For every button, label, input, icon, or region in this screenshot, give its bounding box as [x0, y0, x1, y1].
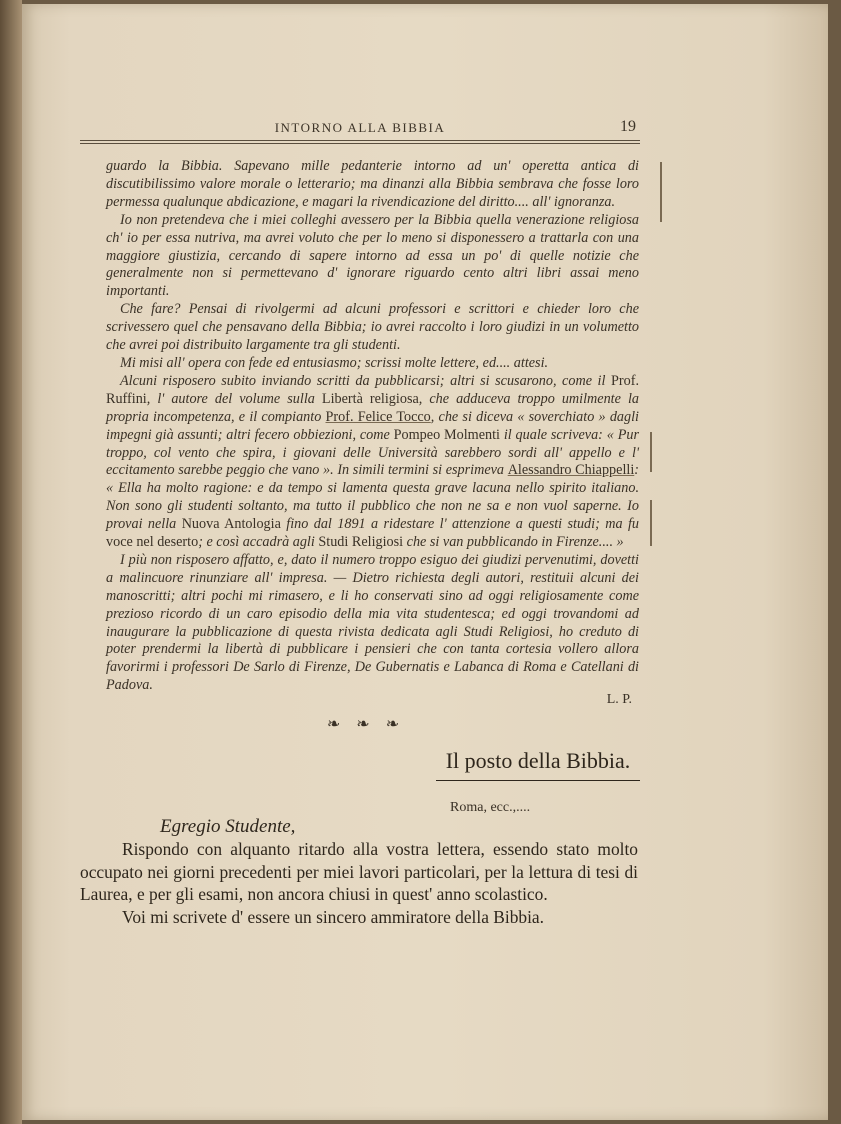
- text-run: fino dal 1891 a ridestare l' attenzione a questi studi; ma fu: [280, 516, 639, 533]
- signature: L. P.: [606, 692, 632, 707]
- margin-pencil-marks: [648, 160, 668, 560]
- phrase-voce-nel-deserto: voce nel deserto: [106, 534, 199, 551]
- text-run: che si van pubblicando in Firenze.... »: [403, 534, 624, 551]
- header-rule-double: [80, 143, 640, 144]
- pencil-mark: [650, 432, 652, 472]
- paragraph: I più non risposero affatto, e, dato il numero troppo esiguo dei giudizi pervenutimi, dovetti a malincuore rinunziare all' impresa. — Dietro richiesta degli autori, restituii alcuni dei manoscritti; altri pochi mi rimasero, e li ho conservati sino ad oggi religiosamente come prezioso ricordo di un caro episodio della mia vita studentesca; ed oggi trovandomi ad inaugurare la pubblicazione di questa rivista dedicata agli Studi Religiosi, ho creduto di poter prendermi la libertà di pubblicare i pensieri che con tanta cortesia vollero allora favorirmi i professori De Sarlo di Firenze, De Gubernatis e Labanca di Roma e Catellani di Padova.: [106, 551, 639, 694]
- name-chiappelli: Alessandro Chiappelli: [507, 462, 635, 479]
- text-run: , che si diceva « soverchiato » dagli impegni già assunti; altri fecero obbiezioni, come: [106, 408, 639, 443]
- paragraph: [106, 373, 639, 552]
- name-prof-ruffini: Prof. Ruffini: [106, 372, 639, 407]
- name-molmenti: Pompeo Molmenti: [393, 426, 500, 443]
- page-header: [80, 118, 640, 146]
- letter-place-date: Roma, ecc.,....: [450, 800, 531, 815]
- book-title-liberta-religiosa: Libertà religiosa: [321, 390, 419, 407]
- running-title: INTORNO ALLA BIBBIA: [274, 120, 446, 135]
- title-underline: [436, 780, 640, 781]
- section-title: Il posto della Bibbia.: [445, 748, 631, 773]
- letter-body: [80, 838, 638, 928]
- name-prof-tocco: Prof. Felice Tocco: [325, 408, 431, 425]
- paragraph: guardo la Bibbia. Sapevano mille pedanterie intorno ad un' operetta antica di discutibilissimo valore morale o letterario; ma dinanzi alla Bibbia sembrava che fosse loro permessa qualunque abdicazione, e magari la rivendicazione del diritto.... all' ignoranza.: [106, 158, 639, 210]
- paragraph: Mi misi all' opera con fede ed entusiasmo; scrissi molte lettere, ed.... attesi.: [120, 354, 549, 371]
- text-run: : « Ella ha molto ragione: e da tempo si lamenta questa grave lacuna nello spirito italiano. Non sono gli studenti soltanto, ma tutto il pubblico che non ne sa e non vuol saperne. Io provai nella: [106, 462, 640, 533]
- journal-studi-religiosi: Studi Religiosi: [318, 534, 404, 551]
- pencil-mark: [660, 162, 662, 222]
- text-run: , l' autore del volume sulla: [146, 390, 322, 407]
- letter-salutation: Egregio Studente,: [160, 816, 296, 837]
- text-run: il quale scriveva: « Pur troppo, col vento che spira, i giovani delle Università sarebbero sordi all' appello e l' eccitamento sarebbe peggio che vano ». In simili termini si esprimeva: [106, 426, 639, 479]
- book-binding-edge: [0, 0, 22, 1124]
- ornament-separator: ❧ ❧ ❧: [326, 716, 406, 733]
- page-number: 19: [620, 118, 636, 135]
- paragraph: Rispondo con alquanto ritardo alla vostra lettera, essendo stato molto occupato nei giorni precedenti per miei lavori particolari, per la lettura di tesi di Laurea, e per gli esami, non ancora chiusi in quest' anno scolastico.: [80, 839, 638, 904]
- journal-nuova-antologia: Nuova Antologia: [181, 516, 281, 533]
- text-run: , che adduceva troppo umilmente la propria incompetenza, e il compianto: [106, 390, 639, 425]
- header-rule: [80, 140, 640, 141]
- text-run: Alcuni risposero subito inviando scritti da pubblicarsi; altri si scusarono, come il: [120, 372, 612, 389]
- introductory-text: [106, 158, 639, 695]
- paragraph: Voi mi scrivete d' essere un sincero ammiratore della Bibbia.: [122, 906, 544, 927]
- paragraph: Che fare? Pensai di rivolgermi ad alcuni professori e scrittori e chieder loro che scrivessero quel che pensavano della Bibbia; io avrei raccolto i loro giudizi in un volumetto che avrei poi distribuito largamente tra gli studenti.: [106, 301, 639, 354]
- text-run: ; e così accadrà agli: [198, 534, 319, 551]
- paragraph: Io non pretendeva che i miei colleghi avessero per la Bibbia quella venerazione religiosa ch' io per essa nutriva, ma avrei voluto che per lo meno si disponessero a trattarla con una maggiore giustizia, cercando di sapere intorno ad essa un po' di quelle notizie che generalmente non si permettevano d' ignorare riguardo cento altri libri assai meno importanti.: [106, 211, 639, 300]
- pencil-mark: [650, 500, 652, 546]
